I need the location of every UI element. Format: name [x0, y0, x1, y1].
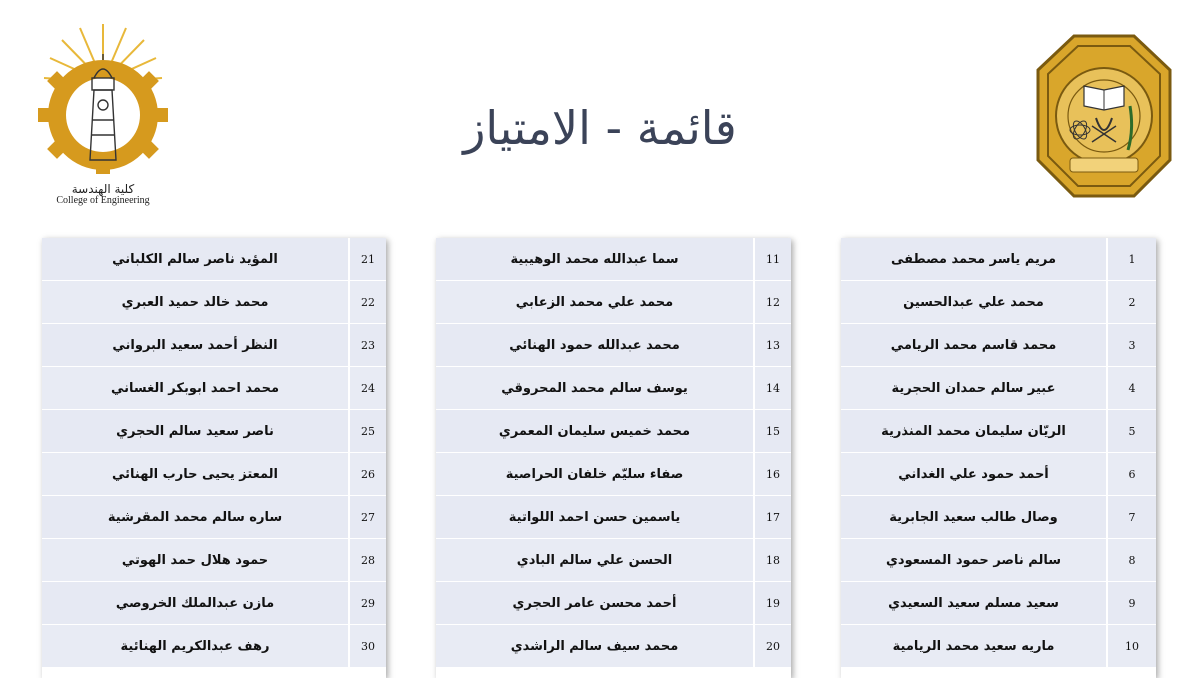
row-number: 3	[1106, 324, 1156, 366]
row-number: 14	[753, 367, 791, 409]
student-name: سما عبدالله محمد الوهيبية	[510, 251, 679, 267]
table-row	[436, 238, 791, 281]
student-name: مريم ياسر محمد مصطفى	[890, 251, 1057, 267]
table-row	[436, 324, 791, 367]
row-number: 21	[348, 238, 386, 280]
student-name: محمد سيف سالم الراشدي	[510, 638, 679, 654]
table-row	[42, 410, 386, 453]
college-name-arabic: كلية الهندسة	[71, 182, 135, 196]
table-row	[436, 539, 791, 582]
student-name: النظر أحمد سعيد البرواني	[112, 337, 278, 353]
student-name: المؤيد ناصر سالم الكلباني	[112, 251, 278, 267]
student-name: محمد قاسم محمد الريامي	[890, 337, 1057, 353]
row-number: 24	[348, 367, 386, 409]
row-number: 1	[1106, 238, 1156, 280]
table-row	[42, 539, 386, 582]
student-name: محمد خالد حميد العبري	[121, 294, 269, 310]
table-row	[841, 453, 1156, 496]
table-row	[42, 582, 386, 625]
row-number: 16	[753, 453, 791, 495]
table-row	[841, 324, 1156, 367]
row-number: 15	[753, 410, 791, 452]
names-table-2	[436, 238, 791, 678]
table-row	[841, 496, 1156, 539]
table-row	[841, 238, 1156, 281]
student-name: سعيد مسلم سعيد السعيدي	[888, 595, 1059, 611]
student-name: عبير سالم حمدان الحجرية	[891, 380, 1056, 396]
student-name: محمد علي عبدالحسين	[903, 294, 1044, 310]
row-number: 6	[1106, 453, 1156, 495]
table-row	[841, 410, 1156, 453]
row-number: 26	[348, 453, 386, 495]
table-row	[436, 496, 791, 539]
row-number: 25	[348, 410, 386, 452]
college-name-english: College of Engineering	[56, 195, 150, 206]
table-row	[42, 453, 386, 496]
names-table-1	[841, 238, 1156, 678]
table-row	[436, 625, 791, 668]
row-number: 2	[1106, 281, 1156, 323]
table-row	[436, 281, 791, 324]
college-of-engineering-logo	[28, 20, 178, 210]
student-name: محمد خميس سليمان المعمري	[498, 423, 691, 439]
student-name: صفاء سليّم خلفان الحراصية	[505, 466, 684, 482]
student-name: المعتز يحيى حارب الهنائي	[112, 466, 279, 482]
row-number: 30	[348, 625, 386, 667]
row-number: 19	[753, 582, 791, 624]
student-name: حمود هلال حمد الهوتي	[121, 552, 269, 568]
row-number: 23	[348, 324, 386, 366]
table-row	[42, 496, 386, 539]
row-number: 10	[1106, 625, 1156, 667]
table-row	[841, 367, 1156, 410]
row-number: 27	[348, 496, 386, 538]
row-number: 20	[753, 625, 791, 667]
table-row	[42, 367, 386, 410]
row-number: 5	[1106, 410, 1156, 452]
table-row	[42, 324, 386, 367]
row-number: 4	[1106, 367, 1156, 409]
student-name: محمد علي محمد الزعابي	[515, 294, 674, 310]
table-row	[841, 582, 1156, 625]
page-title: قائمة - الامتياز	[463, 101, 737, 155]
table-row	[841, 281, 1156, 324]
row-number: 11	[753, 238, 791, 280]
table-row	[436, 410, 791, 453]
row-number: 29	[348, 582, 386, 624]
student-name: سالم ناصر حمود المسعودي	[886, 552, 1061, 568]
student-name: الحسن علي سالم البادي	[516, 552, 673, 568]
table-row	[42, 625, 386, 668]
table-row	[42, 281, 386, 324]
row-number: 18	[753, 539, 791, 581]
gear-tower-icon	[28, 20, 178, 180]
student-name: أحمد محسن عامر الحجري	[512, 595, 677, 611]
table-row	[42, 238, 386, 281]
student-name: ساره سالم محمد المقرشية	[107, 509, 283, 525]
row-number: 17	[753, 496, 791, 538]
student-name: رهف عبدالكريم الهنائية	[120, 638, 270, 654]
table-row	[841, 539, 1156, 582]
student-name: محمد عبدالله حمود الهنائي	[509, 337, 680, 353]
row-number: 7	[1106, 496, 1156, 538]
names-table-3	[42, 238, 386, 678]
table-row	[436, 582, 791, 625]
student-name: أحمد حمود علي الغداني	[898, 466, 1049, 482]
student-name: الريّان سليمان محمد المنذرية	[881, 423, 1066, 439]
table-row	[436, 367, 791, 410]
student-name: ماريه سعيد محمد الريامية	[892, 638, 1055, 654]
row-number: 28	[348, 539, 386, 581]
student-name: مازن عبدالملك الخروصي	[115, 595, 275, 611]
row-number: 9	[1106, 582, 1156, 624]
row-number: 22	[348, 281, 386, 323]
table-row	[436, 453, 791, 496]
student-name: محمد احمد ابوبكر الغساني	[110, 380, 280, 396]
student-name: ناصر سعيد سالم الحجري	[116, 423, 274, 439]
table-row	[841, 625, 1156, 668]
row-number: 12	[753, 281, 791, 323]
row-number: 8	[1106, 539, 1156, 581]
row-number: 13	[753, 324, 791, 366]
student-name: ياسمين حسن احمد اللواتية	[508, 509, 681, 525]
student-name: وصال طالب سعيد الجابرية	[889, 509, 1058, 525]
student-name: يوسف سالم محمد المحروقي	[501, 380, 688, 396]
university-seal-icon	[1034, 30, 1174, 202]
university-emblem	[1034, 30, 1174, 202]
